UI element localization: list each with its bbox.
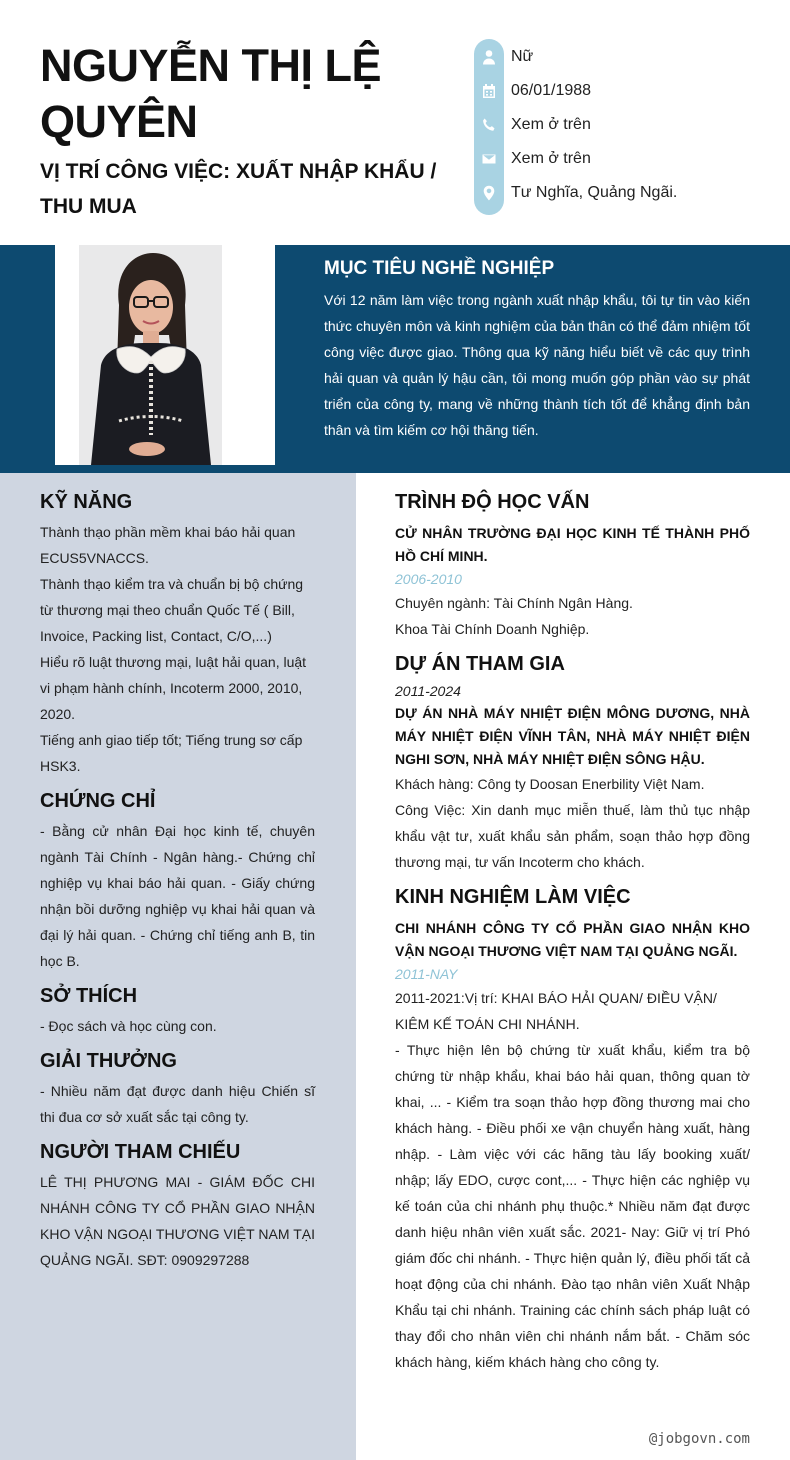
skills-title: KỸ NĂNG (40, 491, 133, 513)
right-column-content (395, 490, 750, 1385)
certificates-text: - Bằng cử nhân Đại học kinh tế, chuyên ngành Tài Chính - Ngân hàng.- Chứng chỉ nghiệp vụ khai báo hải quan. - Giấy chứng nhận bồi dưỡng nghiệp vụ khai hải quan và đại lý hải quan. - Chứng chỉ tiếng anh B, tin học B. (40, 823, 315, 969)
education-title: TRÌNH ĐỘ HỌC VẤN (395, 491, 590, 513)
projects-client: Khách hàng: Công ty Doosan Enerbility Việt Nam. (395, 776, 705, 792)
phone-text: Xem ở trên (511, 116, 591, 133)
contact-gender (474, 40, 774, 74)
skill-item: Tiếng anh giao tiếp tốt; Tiếng trung sơ cấp HSK3. (40, 732, 303, 774)
candidate-name: NGUYỄN THỊ LỆ QUYÊN (40, 40, 382, 147)
address-text: Tư Nghĩa, Quảng Ngãi. (511, 184, 678, 201)
education-school: CỬ NHÂN TRƯỜNG ĐẠI HỌC KINH TẾ THÀNH PHỐ HỒ CHÍ MINH. (395, 525, 750, 564)
projects-title: DỰ ÁN THAM GIA (395, 653, 565, 675)
mail-icon (474, 142, 504, 176)
experience-details: - Thực hiện lên bộ chứng từ xuất khẩu, kiểm tra bộ chứng từ nhập khẩu, khai báo hải quan, thông quan tờ khai, ... - Kiểm tra soạn thảo hợp đồng thương mai cho khách hàng. - Điều phối xe vận chuyển hàng xuất, hàng nhập. - Làm việc với các hãng tàu lấy booking xuất/ nhập; lấy EDO, cược cont,... - Thực hiện các nghiệp vụ kế toán của chi nhánh phụ thuộc.* Nhiều năm đạt được danh hiệu nhân viên xuất sắc. 2021- Nay: Giữ vị trí Phó giám đốc chi nhánh. - Thực hiện quản lý, điều phối tất cả hoạt động của chi nhánh. Đào tạo nhân viên Xuất Nhập Khẩu tại chi nhánh. Training các chính sách pháp luật có thay đổi cho nhân viên chi nhánh nắm bắt. - Chăm sóc khách hàng, kiếm khách hàng cho công ty. (395, 1042, 750, 1370)
skill-item: Hiểu rõ luật thương mại, luật hải quan, luật vi phạm hành chính, Incoterm 2000, 2010, 2020. (40, 654, 307, 722)
education-faculty: Khoa Tài Chính Doanh Nghiệp. (395, 621, 590, 637)
phone-icon (474, 108, 504, 142)
experience-role: 2011-2021:Vị trí: KHAI BÁO HẢI QUAN/ ĐIỀU VẬN/ KIÊM KẾ TOÁN CHI NHÁNH. (395, 990, 717, 1032)
skill-item: Thành thạo phần mềm khai báo hải quan ECUS5VNACCS. (40, 524, 296, 566)
awards-text: - Nhiều năm đạt được danh hiệu Chiến sĩ thi đua cơ sở xuất sắc tại công ty. (40, 1083, 315, 1125)
left-column-content (40, 490, 315, 1283)
education-period: 2006-2010 (395, 571, 462, 587)
job-position: VỊ TRÍ CÔNG VIỆC: XUẤT NHẬP KHẨU / THU MUA (40, 160, 437, 218)
experience-company: CHI NHÁNH CÔNG TY CỔ PHẦN GIAO NHẬN KHO VẬN NGOẠI THƯƠNG VIỆT NAM TẠI QUẢNG NGÃI. (395, 920, 750, 959)
certificates-title: CHỨNG CHỈ (40, 790, 156, 812)
birthdate-text: 06/01/1988 (511, 82, 592, 99)
experience-section (395, 885, 750, 1375)
objective-text: Với 12 năm làm việc trong ngành xuất nhập khẩu, tôi tự tin vào kiến thức chuyên môn và kinh nghiệm của bản thân có thể đảm nhiệm tốt công việc được giao. Thông qua kỹ năng hiểu biết về các quy trình hải quan và quản lý hậu cần, tôi mong muốn góp phần vào sự phát triển của công ty, mang về những thành tích tốt để khẳng định bản thân và tìm kiếm cơ hội thăng tiến. (324, 292, 750, 438)
calendar-icon (474, 74, 504, 108)
contact-address (474, 176, 774, 210)
hobbies-title: SỞ THÍCH (40, 985, 138, 1007)
education-major: Chuyên ngành: Tài Chính Ngân Hàng. (395, 595, 633, 611)
footer-watermark: @jobgovn.com (648, 1431, 750, 1447)
contact-phone (474, 108, 774, 142)
awards-section (40, 1049, 315, 1130)
hobbies-section (40, 984, 315, 1039)
email-text: Xem ở trên (511, 150, 591, 167)
projects-period: 2011-2024 (395, 683, 461, 699)
skills-section (40, 490, 315, 779)
projects-name: DỰ ÁN NHÀ MÁY NHIỆT ĐIỆN MÔNG DƯƠNG, NHÀ MÁY NHIỆT ĐIỆN VĨNH TÂN, NHÀ MÁY NHIỆT ĐIỆN NGHI SƠN, NHÀ MÁY NHIỆT ĐIỆN SÔNG HẬU. (395, 705, 750, 767)
gender-text: Nữ (511, 48, 534, 65)
contact-birthdate (474, 74, 774, 108)
person-icon (474, 40, 504, 74)
objective-title: MỤC TIÊU NGHỀ NGHIỆP (324, 258, 555, 279)
certificates-section (40, 789, 315, 974)
references-title: NGƯỜI THAM CHIẾU (40, 1141, 241, 1163)
contact-email (474, 142, 774, 176)
projects-section (395, 652, 750, 875)
hobbies-text: - Đọc sách và học cùng con. (40, 1018, 217, 1034)
experience-period: 2011-NAY (395, 966, 458, 982)
profile-photo (79, 245, 222, 465)
awards-title: GIẢI THƯỞNG (40, 1050, 177, 1072)
skill-item: Thành thạo kiểm tra và chuẩn bị bộ chứng từ thương mại theo chuẩn Quốc Tế ( Bill, Invoice, Packing list, Contact, C/O,...) (40, 576, 304, 644)
references-text: LÊ THỊ PHƯƠNG MAI - GIÁM ĐỐC CHI NHÁNH CÔNG TY CỔ PHẦN GIAO NHẬN KHO VẬN NGOẠI THƯƠNG VIỆT NAM TẠI QUẢNG NGÃI. SĐT: 0909297288 (40, 1174, 315, 1268)
experience-title: KINH NGHIỆM LÀM VIỆC (395, 886, 631, 908)
location-icon (474, 176, 504, 210)
education-section (395, 490, 750, 642)
references-section (40, 1140, 315, 1273)
projects-work: Công Việc: Xin danh mục miễn thuế, làm thủ tục nhập khẩu vật tư, xuất khẩu sản phẩm, soạn thảo hợp đồng thương mại, tư vấn Incoterm cho khách. (395, 802, 750, 870)
